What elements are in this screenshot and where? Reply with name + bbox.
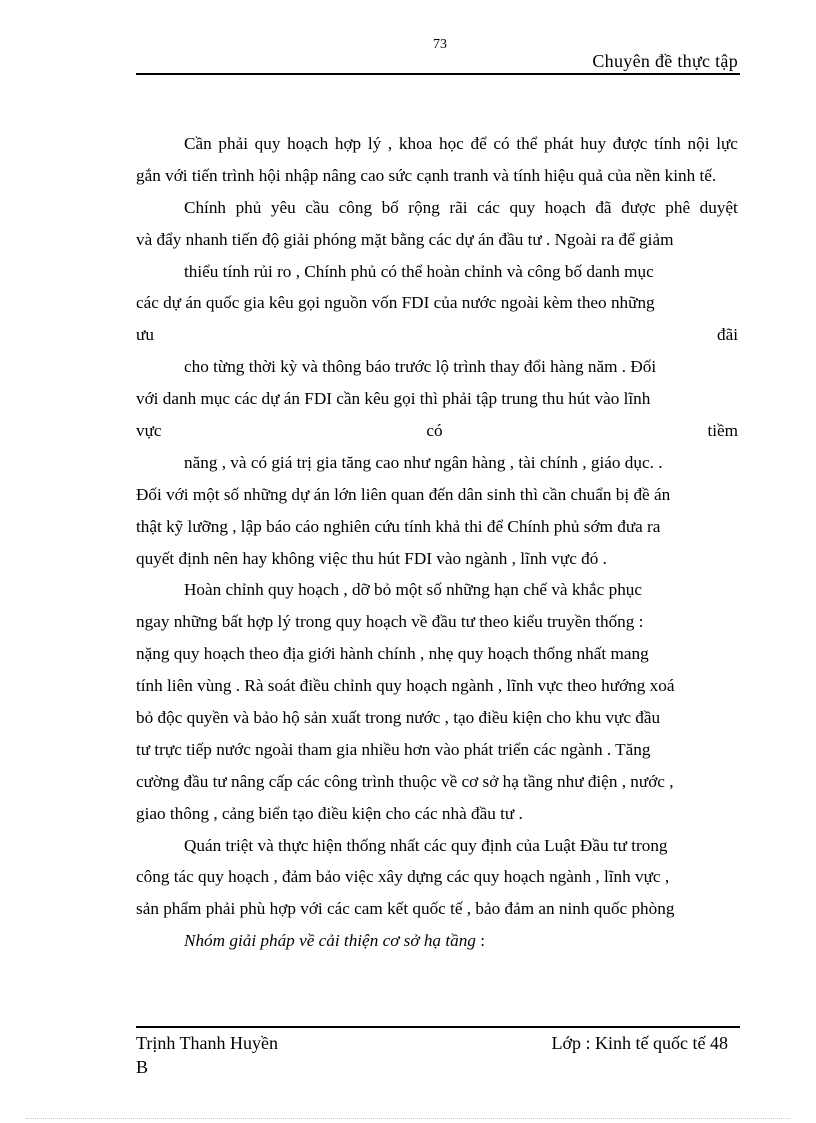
body-line: thật kỹ lưỡng , lập báo cáo nghiên cứu tính khả thi để Chính phủ sớm đưa ra <box>136 516 661 536</box>
body-line: với danh mục các dự án FDI cần kêu gọi thì phải tập trung thu hút vào lĩnh <box>136 389 651 409</box>
body-word: cầu <box>305 197 330 217</box>
section-heading-text: Nhóm giải pháp về cải thiện cơ sở hạ tầng <box>184 931 476 951</box>
body-word: lực <box>716 134 738 153</box>
body-line: ngay những bất hợp lý trong quy hoạch về đầu tư theo kiểu truyền thống : <box>136 612 644 632</box>
body-word: phát <box>544 134 574 153</box>
body-word: công <box>338 197 373 217</box>
body-word: hợp <box>334 134 362 153</box>
page-bottom-border <box>26 1118 790 1119</box>
body-line: Đối với một số những dự án lớn liên quan đến dân sinh thì cần chuẩn bị đề án <box>136 484 671 504</box>
body-line-spread <box>136 319 738 351</box>
header-divider <box>136 73 740 75</box>
footer-divider <box>136 1026 740 1028</box>
section-heading-suffix: : <box>475 931 485 951</box>
body-word: tính <box>654 134 681 153</box>
body-word: hoạch <box>544 197 586 217</box>
body-word: học <box>438 134 464 153</box>
body-word: quy <box>254 134 281 153</box>
body-word: có <box>493 134 510 153</box>
body-line: và đẩy nhanh tiến độ giải phóng mặt bằng các dự án đầu tư . Ngoài ra để giảm <box>136 229 674 249</box>
body-line: công tác quy hoạch , đảm bảo việc xây dựng các quy hoạch ngành , lĩnh vực , <box>136 867 670 887</box>
section-heading <box>136 925 738 957</box>
body-line: Hoàn chỉnh quy hoạch , dỡ bỏ một số những hạn chế và khắc phục <box>184 580 643 600</box>
body-word: duyệt <box>699 197 738 217</box>
body-word: để <box>470 134 487 153</box>
body-line: cường đầu tư nâng cấp các công trình thuộc về cơ sở hạ tầng như điện , nước , <box>136 771 674 791</box>
body-word: quy <box>509 197 536 217</box>
body-line: năng , và có giá trị gia tăng cao như ngân hàng , tài chính , giáo dục. . <box>184 452 663 472</box>
body-line: sản phẩm phải phù hợp với các cam kết quốc tế , bảo đảm an ninh quốc phòng <box>136 899 675 919</box>
body-word: được <box>612 134 648 153</box>
body-line <box>136 128 738 160</box>
body-word: Chính <box>184 197 227 217</box>
body-line <box>136 192 738 224</box>
body-word: lý <box>367 134 382 153</box>
body-word: khoa <box>398 134 433 153</box>
spread-word: vực <box>136 421 162 441</box>
body-word: yêu <box>270 197 296 217</box>
body-word: thể <box>516 134 538 153</box>
body-word: rãi <box>449 197 468 217</box>
body-word: , <box>387 134 393 153</box>
body-line: gắn với tiến trình hội nhập nâng cao sức cạnh tranh và tính hiệu quả của nền kinh tế. <box>136 165 717 185</box>
body-line-spread <box>136 415 738 447</box>
body-word: đã <box>595 197 612 217</box>
body-word: phê <box>665 197 691 217</box>
body-word: huy <box>580 134 607 153</box>
header-title: Chuyên đề thực tập <box>592 51 738 71</box>
body-line: tính liên vùng . Rà soát điều chỉnh quy hoạch ngành , lĩnh vực theo hướng xoá <box>136 676 675 696</box>
author-name-continued: B <box>136 1057 149 1077</box>
body-line: nặng quy hoạch theo địa giới hành chính , nhẹ quy hoạch thống nhất mang <box>136 644 649 664</box>
spread-word: có <box>426 421 443 441</box>
body-word: phải <box>218 134 248 153</box>
footer-author <box>136 1031 278 1079</box>
body-line: giao thông , cảng biển tạo điều kiện cho các nhà đầu tư . <box>136 803 523 823</box>
body-line: thiểu tính rủi ro , Chính phủ có thể hoàn chỉnh và công bố danh mục <box>184 261 654 281</box>
body-line: cho từng thời kỳ và thông báo trước lộ trình thay đổi hàng năm . Đối <box>184 357 657 377</box>
body-line: tư trực tiếp nước ngoài tham gia nhiều hơn vào phát triển các ngành . Tăng <box>136 739 651 759</box>
author-name: Trịnh Thanh Huyền <box>136 1033 279 1053</box>
spread-word: ưu <box>136 325 154 345</box>
body-line: bỏ độc quyền và bảo hộ sản xuất trong nước , tạo điều kiện cho khu vực đầu <box>136 708 661 728</box>
spread-word: đãi <box>717 325 738 345</box>
body-line: Quán triệt và thực hiện thống nhất các quy định của Luật Đầu tư trong <box>184 835 668 855</box>
page-number: 73 <box>433 37 447 52</box>
body-word: rộng <box>408 197 440 217</box>
spread-word: tiềm <box>707 421 738 441</box>
body-word: bố <box>381 197 399 217</box>
body-word: nội <box>687 134 710 153</box>
body-word: được <box>621 197 656 217</box>
body-word: hoạch <box>287 134 329 153</box>
body-word: Cần <box>184 134 212 153</box>
body-line: quyết định nên hay không việc thu hút FDI vào ngành , lĩnh vực đó . <box>136 548 607 568</box>
body-word: phủ <box>235 197 262 217</box>
body-line: các dự án quốc gia kêu gọi nguồn vốn FDI của nước ngoài kèm theo những <box>136 293 655 313</box>
footer-class: Lớp : Kinh tế quốc tế 48 <box>551 1033 728 1053</box>
body-word: các <box>477 197 500 217</box>
document-body <box>136 128 738 957</box>
